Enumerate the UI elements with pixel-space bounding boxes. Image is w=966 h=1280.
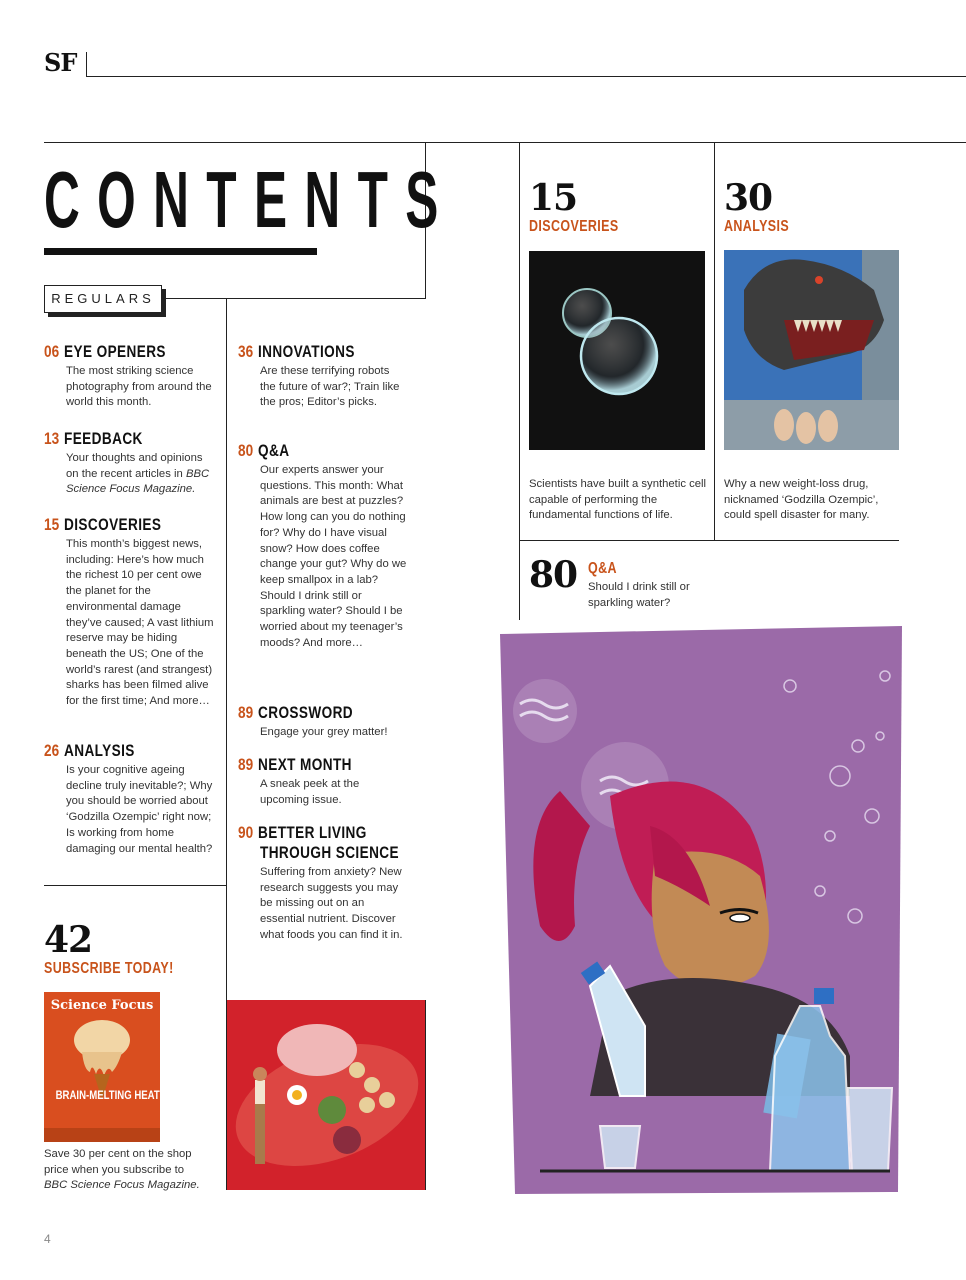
entry-title: INNOVATIONS (258, 342, 356, 361)
entry-title: FEEDBACK (64, 429, 144, 448)
col-divider-feature (519, 142, 520, 620)
page-number: 15 (44, 515, 60, 534)
synthetic-cell-image[interactable] (529, 251, 705, 450)
entry-description: A sneak peek at the upcoming issue. (260, 778, 360, 806)
feature-qa-caption: Should I drink still or sparkling water? (588, 581, 690, 609)
feature-analysis-number: 30 (724, 177, 773, 219)
entry-description: Suffering from anxiety? New research suggests you may be missing out on an essential nutrient. Discover what foods you can find it in. (260, 866, 403, 941)
entry-title: DISCOVERIES (64, 515, 162, 534)
food-illustration (227, 1000, 425, 1190)
page-number: 26 (44, 741, 60, 760)
entry-qa[interactable] (238, 441, 408, 651)
page-number: 80 (238, 441, 254, 460)
contents-underline (44, 248, 317, 255)
page-number-footer: 4 (44, 1232, 51, 1246)
page-number: 89 (238, 703, 254, 722)
regulars-label: REGULARS (44, 285, 162, 313)
godzilla-image[interactable] (724, 250, 899, 450)
entry-discoveries[interactable] (44, 515, 214, 710)
entry-title: ANALYSIS (64, 741, 136, 760)
magazine-cover-image[interactable] (44, 992, 160, 1142)
col-divider-feature2 (714, 142, 715, 540)
feature-analysis-label[interactable]: ANALYSIS (724, 218, 790, 235)
entry-title: CROSSWORD (258, 703, 354, 722)
subscribe-rule (44, 885, 226, 886)
feature-discoveries-label[interactable]: DISCOVERIES (529, 218, 619, 235)
header-divider (86, 52, 87, 76)
entry-analysis[interactable] (44, 741, 214, 857)
entry-next-month[interactable] (238, 755, 408, 808)
entry-description: Are these terrifying robots the future of war?; Train like the pros; Editor’s picks. (260, 365, 400, 409)
entry-description: Your thoughts and opinions on the recent articles in BBC Science Focus Magazine. (66, 452, 210, 496)
feature-analysis-caption: Why a new weight-loss drug, nicknamed ‘Godzilla Ozempic’, could spell disaster for many. (724, 478, 879, 522)
contents-title: CONTENTS (44, 155, 456, 244)
page-number: 36 (238, 342, 254, 361)
cover-footer-strip (44, 1128, 160, 1142)
entry-description: This month’s biggest news, including: Here’s how much the richest 10 per cent owe the planet for the environmental damage they’ve caused; A vast lithium reserve may be hiding beneath the US; One of the world’s rarest (and strangest) sharks has been filmed alive for the first time; And more… (66, 538, 214, 708)
entry-description: Is your cognitive ageing decline truly inevitable?; Why you should be worried about ‘Godzilla Ozempic’ right now; Is working from home damaging our mental health? (66, 764, 213, 855)
entry-description: Our experts answer your questions. This month: What animals are best at puzzles? How long can you do nothing for? Why do I have visual snow? How does coffee change your gut? Why do we keep smallpox in a lab? Should I drink still or sparkling water? Should I be worried about my teenager’s moods? And more… (260, 464, 407, 649)
entry-crossword[interactable] (238, 703, 408, 741)
entry-title: NEXT MONTH (258, 755, 353, 774)
entry-eye-openers[interactable] (44, 342, 214, 411)
page-number: 06 (44, 342, 60, 361)
melting-brain-icon (44, 992, 160, 1142)
page-number: 89 (238, 755, 254, 774)
page-number: 13 (44, 429, 60, 448)
cover-masthead: Science Focus (50, 998, 154, 1013)
entry-description: Engage your grey matter! (260, 726, 388, 738)
feature-discoveries-number: 15 (529, 177, 578, 219)
entry-description: The most striking science photography from around the world this month. (66, 365, 212, 409)
cover-headline: BRAIN-MELTING HEAT (55, 1088, 160, 1102)
entry-better-living[interactable] (238, 823, 408, 944)
feature-qa-number: 80 (529, 554, 578, 596)
entry-title: EYE OPENERS (64, 342, 167, 361)
feature-discoveries-caption: Scientists have built a synthetic cell capable of performing the fundamental functions of life. (529, 478, 707, 522)
feature-bottom-rule (519, 540, 899, 541)
header-rule (86, 76, 966, 77)
entry-innovations[interactable] (238, 342, 408, 411)
subscribe-description: Save 30 per cent on the shop price when you subscribe to BBC Science Focus Magazine. (44, 1148, 200, 1192)
entry-title: Q&A (258, 441, 290, 460)
magazine-logo: SF (44, 48, 77, 77)
entry-title: BETTER LIVING (258, 823, 368, 842)
top-section-rule (44, 142, 966, 143)
col2-right-rule (425, 1000, 426, 1190)
subscribe-page-number: 42 (44, 919, 93, 961)
subscribe-label[interactable]: SUBSCRIBE TODAY! (44, 960, 174, 977)
entry-feedback[interactable] (44, 429, 214, 498)
page-number: 90 (238, 823, 254, 842)
entry-title-line2: THROUGH SCIENCE (260, 843, 399, 862)
regulars-rule (162, 298, 426, 299)
feature-qa-label[interactable]: Q&A (588, 560, 617, 577)
sparkling-water-illustration[interactable] (500, 626, 902, 1194)
